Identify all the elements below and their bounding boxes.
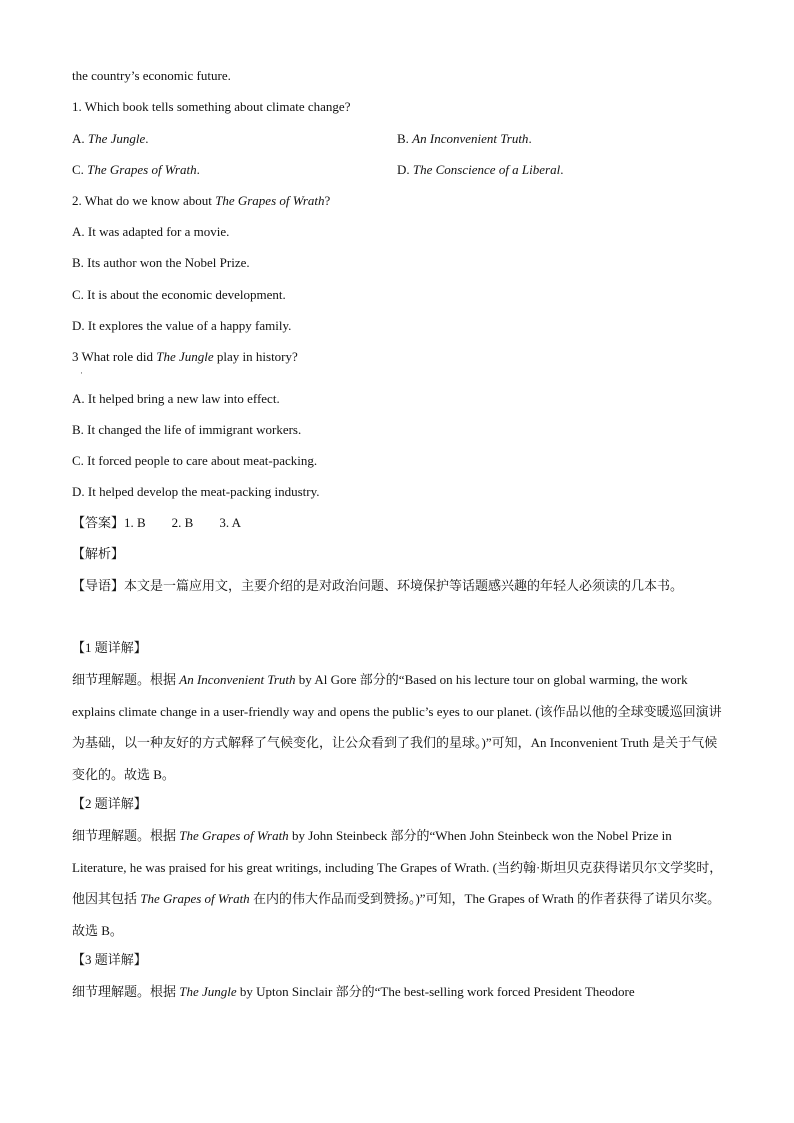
option-2c: C. It is about the economic development. — [72, 287, 286, 302]
option-2d: D. It explores the value of a happy family. — [72, 318, 292, 333]
option-1c: C. The Grapes of Wrath. — [72, 162, 200, 177]
option-2a: A. It was adapted for a movie. — [72, 224, 230, 239]
question-3: 3 What role did The Jungle play in history? — [72, 349, 298, 364]
detail-3-paragraph: 细节理解题。根据 The Jungle by Upton Sinclair 部分的“The best-selling work forced President Theodore — [72, 984, 635, 999]
option-3b: B. It changed the life of immigrant workers. — [72, 422, 302, 437]
answer-key: 【答案】1. B 2. B 3. A — [72, 515, 242, 530]
question-1: 1. Which book tells something about climate change? — [72, 99, 351, 114]
detail-1-heading: 【1 题详解】 — [72, 640, 147, 655]
option-3a: A. It helped bring a new law into effect. — [72, 391, 280, 406]
stray-dot: · — [80, 368, 83, 378]
option-1d: D. The Conscience of a Liberal. — [397, 162, 564, 177]
option-1b: B. An Inconvenient Truth. — [397, 131, 532, 146]
option-2b: B. Its author won the Nobel Prize. — [72, 255, 250, 270]
detail-2-heading: 【2 题详解】 — [72, 796, 147, 811]
analysis-heading: 【解析】 — [72, 546, 125, 561]
guide-paragraph: 【导语】本文是一篇应用文，主要介绍的是对政治问题、环境保护等话题感兴趣的年轻人必须读的几本书。 — [72, 578, 684, 593]
detail-3-heading: 【3 题详解】 — [72, 952, 147, 967]
detail-1-paragraph: 细节理解题。根据 An Inconvenient Truth by Al Gore 部分的“Based on his lecture tour on global warming, the work explains climate change in a user-friendly way and opens the public’s eyes to our planet. (该作品以他的全球变暖巡回演讲为基础，以一种友好的方式解释了气候变化，让公众看到了我们的星球。)”可知，An Inconvenient Truth 是关于气候变化的。故选 B。 — [72, 672, 722, 782]
question-2: 2. What do we know about The Grapes of Wrath? — [72, 193, 331, 208]
passage-tail: the country’s economic future. — [72, 68, 231, 83]
option-3c: C. It forced people to care about meat-packing. — [72, 453, 318, 468]
detail-2-paragraph: 细节理解题。根据 The Grapes of Wrath by John Steinbeck 部分的“When John Steinbeck won the Nobel Prize in Literature, he was praised for his great writings, including The Grapes of Wrath. (当约翰·斯坦贝克获得诺贝尔文学奖时，他因其包括 The Grapes of Wrath 在内的伟大作品而受到赞扬。)”可知，The Grapes of Wrath 的作者获得了诺贝尔奖。故选 B。 — [72, 828, 723, 938]
option-1a: A. The Jungle. — [72, 131, 149, 146]
option-3d: D. It helped develop the meat-packing industry. — [72, 484, 320, 499]
